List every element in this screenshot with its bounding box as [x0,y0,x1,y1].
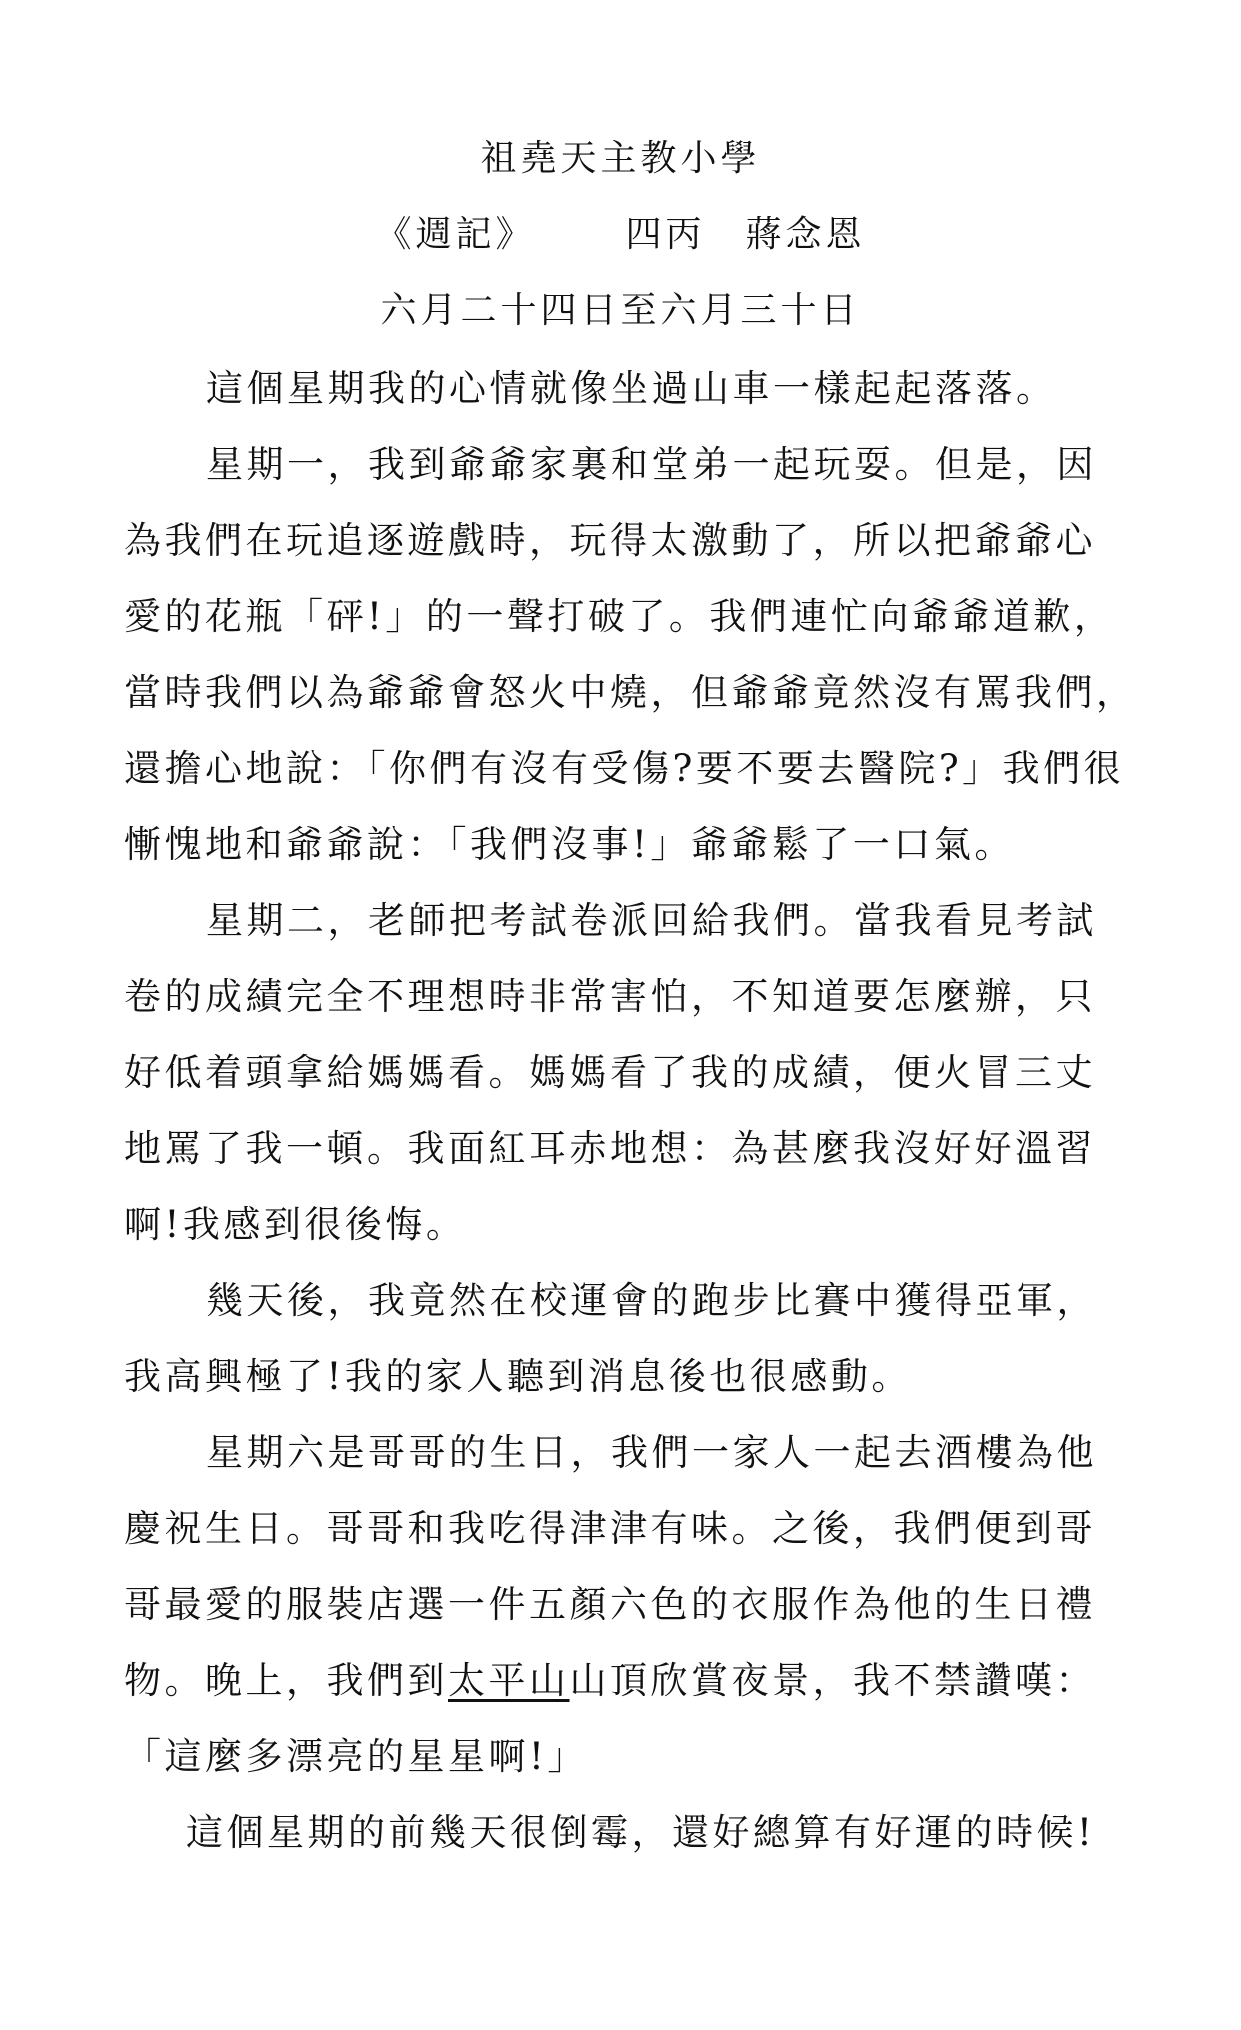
date-range: 六月二十四日至六月三十日 [380,290,861,331]
paragraph-line: 卷的成績完全不理想時非常害怕，不知道要怎麼辦，只 [124,975,1096,1018]
paragraph-line: 慚愧地和爺爺說：「我們沒事!」爺爺鬆了一口氣。 [124,823,1015,866]
paragraph-line: 慶祝生日。哥哥和我吃得津津有味。之後，我們便到哥 [124,1507,1096,1550]
journal-header-line [0,206,1241,257]
paragraph-line: 星期六是哥哥的生日，我們一家人一起去酒樓為他 [206,1431,1097,1474]
student-name: 蔣念恩 [745,214,866,255]
class-name: 四丙 [625,214,706,255]
paragraph-line: 「這麼多漂亮的星星啊!」 [124,1735,588,1778]
closing-line: 這個星期的前幾天很倒霉，還好總算有好運的時候! [186,1811,1096,1854]
paragraph-line: 愛的花瓶「砰!」的一聲打破了。我們連忙向爺爺道歉， [124,595,1115,638]
paragraph-line: 還擔心地說：「你們有沒有受傷?要不要去醫院?」我們很 [124,747,1125,790]
school-name: 祖堯天主教小學 [480,138,761,179]
paragraph-line: 我高興極了!我的家人聽到消息後也很感動。 [124,1355,912,1398]
place-name-underlined: 太平山 [448,1659,570,1702]
paragraph-line: 星期二，老師把考試卷派回給我們。當我看見考試 [206,899,1097,942]
paragraph-line [124,1650,1124,1704]
paragraph-line: 幾天後，我竟然在校運會的跑步比賽中獲得亞軍， [206,1279,1097,1322]
paragraph-line: 為我們在玩追逐遊戲時，玩得太激動了，所以把爺爺心 [124,519,1096,562]
journal-title: 《週記》 [375,214,536,255]
line-text: 山頂欣賞夜景，我不禁讚嘆： [569,1659,1096,1702]
paragraph-line: 地罵了我一頓。我面紅耳赤地想：為甚麼我沒好好溫習 [124,1127,1096,1170]
paragraph-line: 當時我們以為爺爺會怒火中燒，但爺爺竟然沒有罵我們， [124,671,1137,714]
paragraph-line: 哥最愛的服裝店選一件五顏六色的衣服作為他的生日禮 [124,1583,1096,1626]
paragraph-line: 啊!我感到很後悔。 [124,1203,467,1246]
paragraph-line: 星期一，我到爺爺家裏和堂弟一起玩耍。但是，因 [206,443,1097,486]
line-text: 物。晚上，我們到 [124,1659,448,1702]
paragraph-line: 好低着頭拿給媽媽看。媽媽看了我的成績，便火冒三丈 [124,1051,1096,1094]
paragraph-line: 這個星期我的心情就像坐過山車一樣起起落落。 [206,367,1057,410]
